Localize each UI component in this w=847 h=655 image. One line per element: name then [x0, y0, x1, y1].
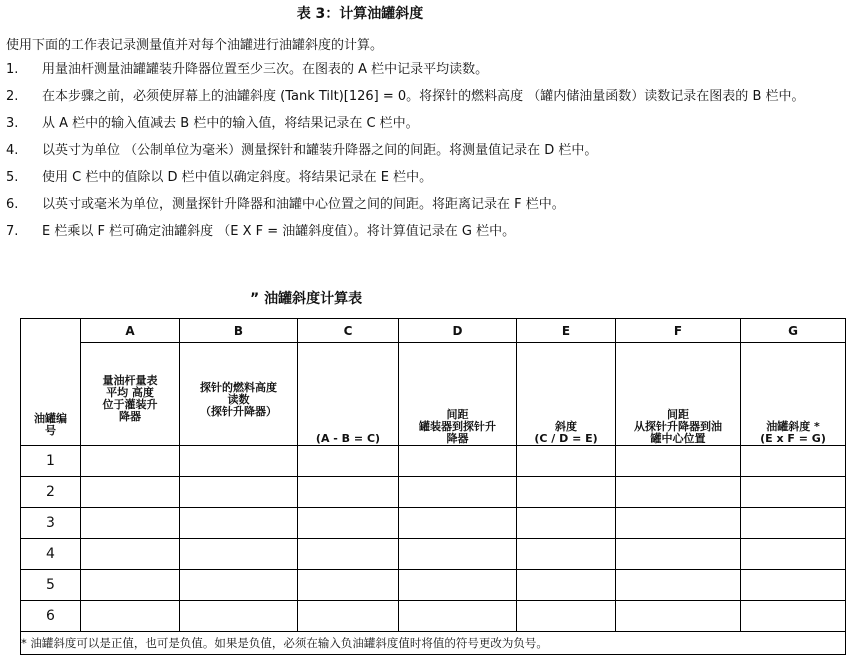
value-cell-a[interactable]: [81, 446, 180, 477]
value-cell-g[interactable]: [741, 446, 846, 477]
value-cell-f[interactable]: [616, 508, 741, 539]
tank-number-cell: 4: [21, 539, 81, 570]
value-cell-g[interactable]: [741, 508, 846, 539]
value-cell-f[interactable]: [616, 570, 741, 601]
column-c-description: (A - B = C): [298, 343, 399, 446]
step-number: 5.: [6, 170, 19, 185]
value-cell-b[interactable]: [180, 508, 298, 539]
step-text: 使用 C 栏中的值除以 D 栏中值以确定斜度。将结果记录在 E 栏中。: [42, 170, 433, 185]
value-cell-a[interactable]: [81, 539, 180, 570]
step-number: 3.: [6, 116, 19, 131]
step-text: 用量油杆测量油罐罐装升降器位置至少三次。在图表的 A 栏中记录平均读数。: [42, 62, 489, 77]
column-letter-d: D: [399, 319, 517, 343]
value-cell-d[interactable]: [399, 601, 517, 632]
step-item: [6, 62, 841, 77]
step-item: [6, 224, 841, 239]
table-row: [21, 508, 846, 539]
tank-number-header: 油罐编 号: [21, 319, 81, 446]
value-cell-g[interactable]: [741, 601, 846, 632]
column-letter-row: [21, 319, 846, 343]
value-cell-b[interactable]: [180, 446, 298, 477]
value-cell-f[interactable]: [616, 446, 741, 477]
value-cell-d[interactable]: [399, 570, 517, 601]
value-cell-d[interactable]: [399, 508, 517, 539]
column-letter-f: F: [616, 319, 741, 343]
value-cell-f[interactable]: [616, 477, 741, 508]
step-number: 1.: [6, 62, 19, 77]
tank-number-cell: 1: [21, 446, 81, 477]
value-cell-a[interactable]: [81, 601, 180, 632]
step-text: 在本步骤之前，必须使屏幕上的油罐斜度 (Tank Tilt)[126] = 0。将探针的燃料高度 （罐内储油量函数）读数记录在图表的 B 栏中。: [42, 89, 805, 104]
step-item: [6, 143, 841, 158]
value-cell-a[interactable]: [81, 477, 180, 508]
step-text: E 栏乘以 F 栏可确定油罐斜度 （E X F = 油罐斜度值）。将计算值记录在 G 栏中。: [42, 224, 516, 239]
page-title: 表 3：计算油罐斜度: [296, 6, 424, 22]
step-text: 以英寸为单位 （公制单位为毫米）测量探针和罐装升降器之间的间距。将测量值记录在 D 栏中。: [42, 143, 598, 158]
step-item: [6, 89, 841, 104]
column-description-row: [21, 343, 846, 446]
step-item: [6, 170, 841, 185]
table-row: [21, 477, 846, 508]
tank-number-cell: 6: [21, 601, 81, 632]
column-e-description: 斜度 (C / D = E): [517, 343, 616, 446]
table-row: [21, 570, 846, 601]
intro-text: 使用下面的工作表记录测量值并对每个油罐进行油罐斜度的计算。: [6, 38, 384, 53]
column-f-description: 间距 从探针升降器到油 罐中心位置: [616, 343, 741, 446]
value-cell-a[interactable]: [81, 570, 180, 601]
value-cell-c[interactable]: [298, 508, 399, 539]
value-cell-c[interactable]: [298, 601, 399, 632]
value-cell-a[interactable]: [81, 508, 180, 539]
column-letter-b: B: [180, 319, 298, 343]
table-title: ” 油罐斜度计算表: [250, 291, 363, 307]
tank-number-cell: 5: [21, 570, 81, 601]
value-cell-b[interactable]: [180, 539, 298, 570]
value-cell-e[interactable]: [517, 446, 616, 477]
value-cell-c[interactable]: [298, 570, 399, 601]
value-cell-e[interactable]: [517, 508, 616, 539]
value-cell-e[interactable]: [517, 570, 616, 601]
column-g-description: 油罐斜度 * (E x F = G): [741, 343, 846, 446]
value-cell-g[interactable]: [741, 477, 846, 508]
value-cell-d[interactable]: [399, 446, 517, 477]
table-row: [21, 539, 846, 570]
value-cell-b[interactable]: [180, 570, 298, 601]
column-letter-c: C: [298, 319, 399, 343]
step-number: 2.: [6, 89, 19, 104]
column-d-description: 间距 罐装器到探针升 降器: [399, 343, 517, 446]
tank-number-cell: 3: [21, 508, 81, 539]
step-number: 7.: [6, 224, 19, 239]
column-b-description: 探针的燃料高度 读数 （探针升降器）: [180, 343, 298, 446]
tank-number-cell: 2: [21, 477, 81, 508]
value-cell-e[interactable]: [517, 477, 616, 508]
step-number: 4.: [6, 143, 19, 158]
step-text: 以英寸或毫米为单位，测量探针升降器和油罐中心位置之间的间距。将距离记录在 F 栏中。: [42, 197, 565, 212]
value-cell-c[interactable]: [298, 477, 399, 508]
value-cell-d[interactable]: [399, 477, 517, 508]
value-cell-b[interactable]: [180, 477, 298, 508]
column-a-description: 量油杆量表 平均 高度 位于灌装升 降器: [81, 343, 180, 446]
value-cell-d[interactable]: [399, 539, 517, 570]
value-cell-f[interactable]: [616, 601, 741, 632]
footnote-row: [21, 632, 846, 655]
step-item: [6, 116, 841, 131]
column-letter-a: A: [81, 319, 180, 343]
value-cell-c[interactable]: [298, 446, 399, 477]
column-letter-g: G: [741, 319, 846, 343]
value-cell-e[interactable]: [517, 601, 616, 632]
value-cell-b[interactable]: [180, 601, 298, 632]
value-cell-g[interactable]: [741, 570, 846, 601]
step-text: 从 A 栏中的输入值减去 B 栏中的输入值，将结果记录在 C 栏中。: [42, 116, 419, 131]
tank-tilt-worksheet-table: [20, 318, 846, 655]
value-cell-c[interactable]: [298, 539, 399, 570]
steps-list: [6, 62, 841, 251]
table-row: [21, 601, 846, 632]
step-item: [6, 197, 841, 212]
column-letter-e: E: [517, 319, 616, 343]
table-row: [21, 446, 846, 477]
value-cell-f[interactable]: [616, 539, 741, 570]
footnote-text: * 油罐斜度可以是正值，也可是负值。如果是负值，必须在输入负油罐斜度值时将值的符号更改为负号。: [21, 632, 846, 655]
value-cell-g[interactable]: [741, 539, 846, 570]
step-number: 6.: [6, 197, 19, 212]
value-cell-e[interactable]: [517, 539, 616, 570]
